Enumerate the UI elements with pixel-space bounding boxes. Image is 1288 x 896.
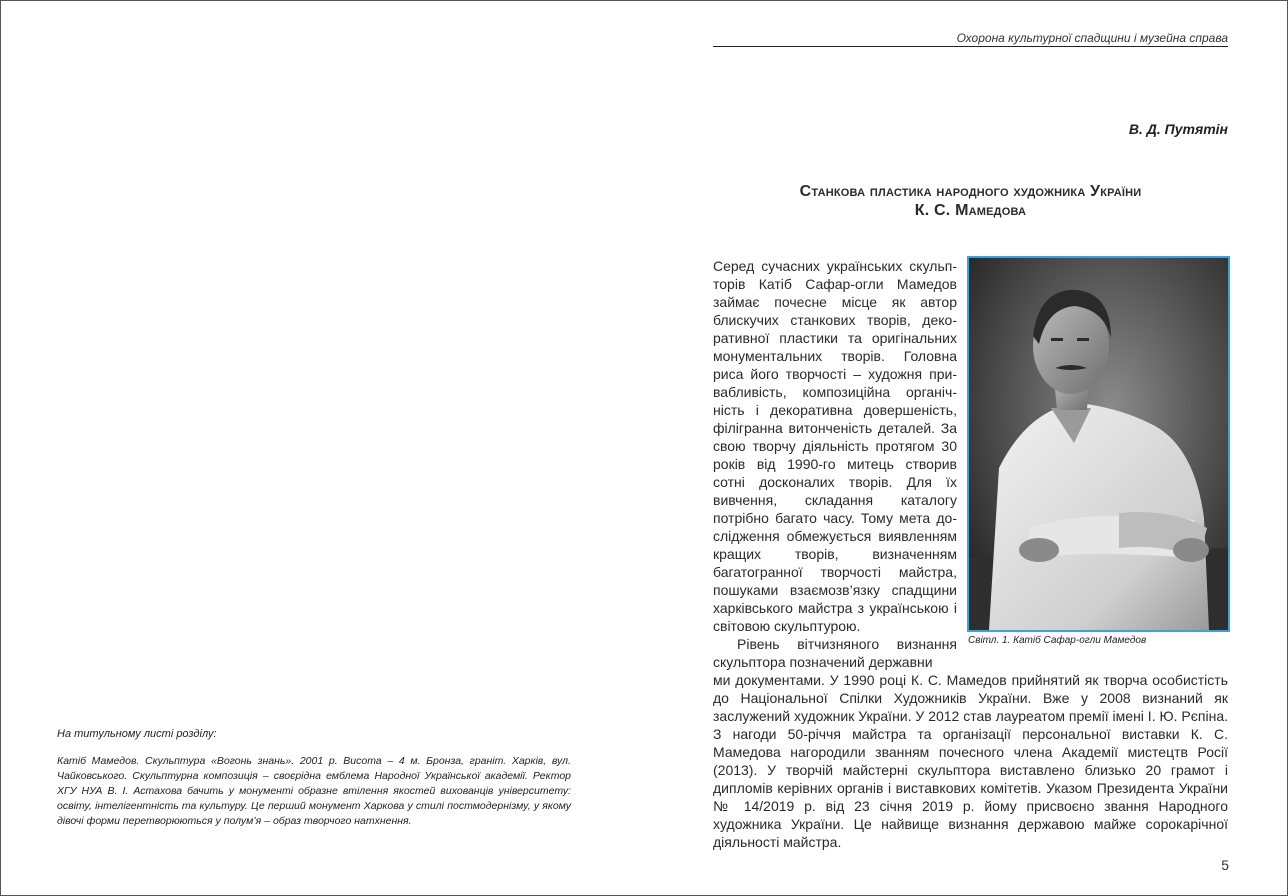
title-line-2: К. С. Мамедова <box>914 202 1027 219</box>
article-author: В. Д. Путятін <box>1128 121 1228 137</box>
running-head: Охорона культурної спадщини і музейна справа <box>956 31 1228 45</box>
portrait-photo <box>967 256 1230 632</box>
portrait-photo-graphic <box>969 258 1228 630</box>
page-number: 5 <box>1221 857 1229 873</box>
article-title <box>713 182 1228 220</box>
frontispiece-label: На титульному листі розділу: <box>57 728 217 740</box>
frontispiece-description: Катіб Мамедов. Скульптура «Вогонь знань». 2001 р. Висота – 4 м. Бронза, граніт. Харків, вул. Чайковського. Скульптурна композиція – своєрідна емблема Народної Української академії. Ректор ХГУ НУА В. І. Астахова бачить у монументі образне втілення якостей вихованців університету: освіту, інтелігентність та культуру. Це перший монумент Харкова у стилі постмодернізму, у якому дівочі форми перетворюються у полум’я – образ творчого натхнення. <box>57 755 571 827</box>
body-column-wrapped <box>713 257 957 671</box>
paragraph-2-continued: ми документами. У 1990 році К. С. Мамедов прийнятий як творча особистість до Національної Спілки Художників України. Вже у 2008 визнаний як заслужений художник України. У 2012 став лауреатом премії імені І. Ю. Рєпіна. З нагоди 50-річчя майстра та організації персональної виставки К. С. Мамедова нагородили званням почесного члена Академії мистецтв Росії (2013). У творчій майстерні скульптора виставлено близько 20 грамот і дипломів керівних органів і виставкових комітетів. Указом Президента України № 14/2019 р. від 23 січня 2019 р. йому присвоєно звання Народного художника України. Це найвище визнання державою майже сорокарічної діяльності майстра. <box>713 672 1228 850</box>
photo-caption: Світл. 1. Катіб Сафар-огли Мамедов <box>968 635 1147 646</box>
paragraph-1: Серед сучасних українських скульпторів Катіб Сафар-огли Мамедов займає почесне місце як автор блискучих станкових творів, декоративної пластики та оригінальних монументальних творів. Головна риса його творчості – художня привабливість, композиційна органічність і декоративна довершеність, філігранна витонченість деталей. За свою творчу діяльність протягом 30 років від 1990-го митець створив сотні досконалих творів. Для їх вивчення, складання каталогу потрібно багато часу. Тому мета дослідження обмежується виявленням кращих творів, визначенням багатогранної творчості майстра, пошуками взаємозв’язку спадщини харківського майстра з українською і світовою скульптурою. <box>713 258 957 634</box>
title-line-1: Станкова пластика народного художника України <box>799 183 1142 200</box>
header-rule <box>713 46 1228 47</box>
body-column-full <box>713 671 1228 851</box>
paragraph-2-start: Рівень вітчизняного визнання скульптора позначений державни <box>713 636 957 670</box>
